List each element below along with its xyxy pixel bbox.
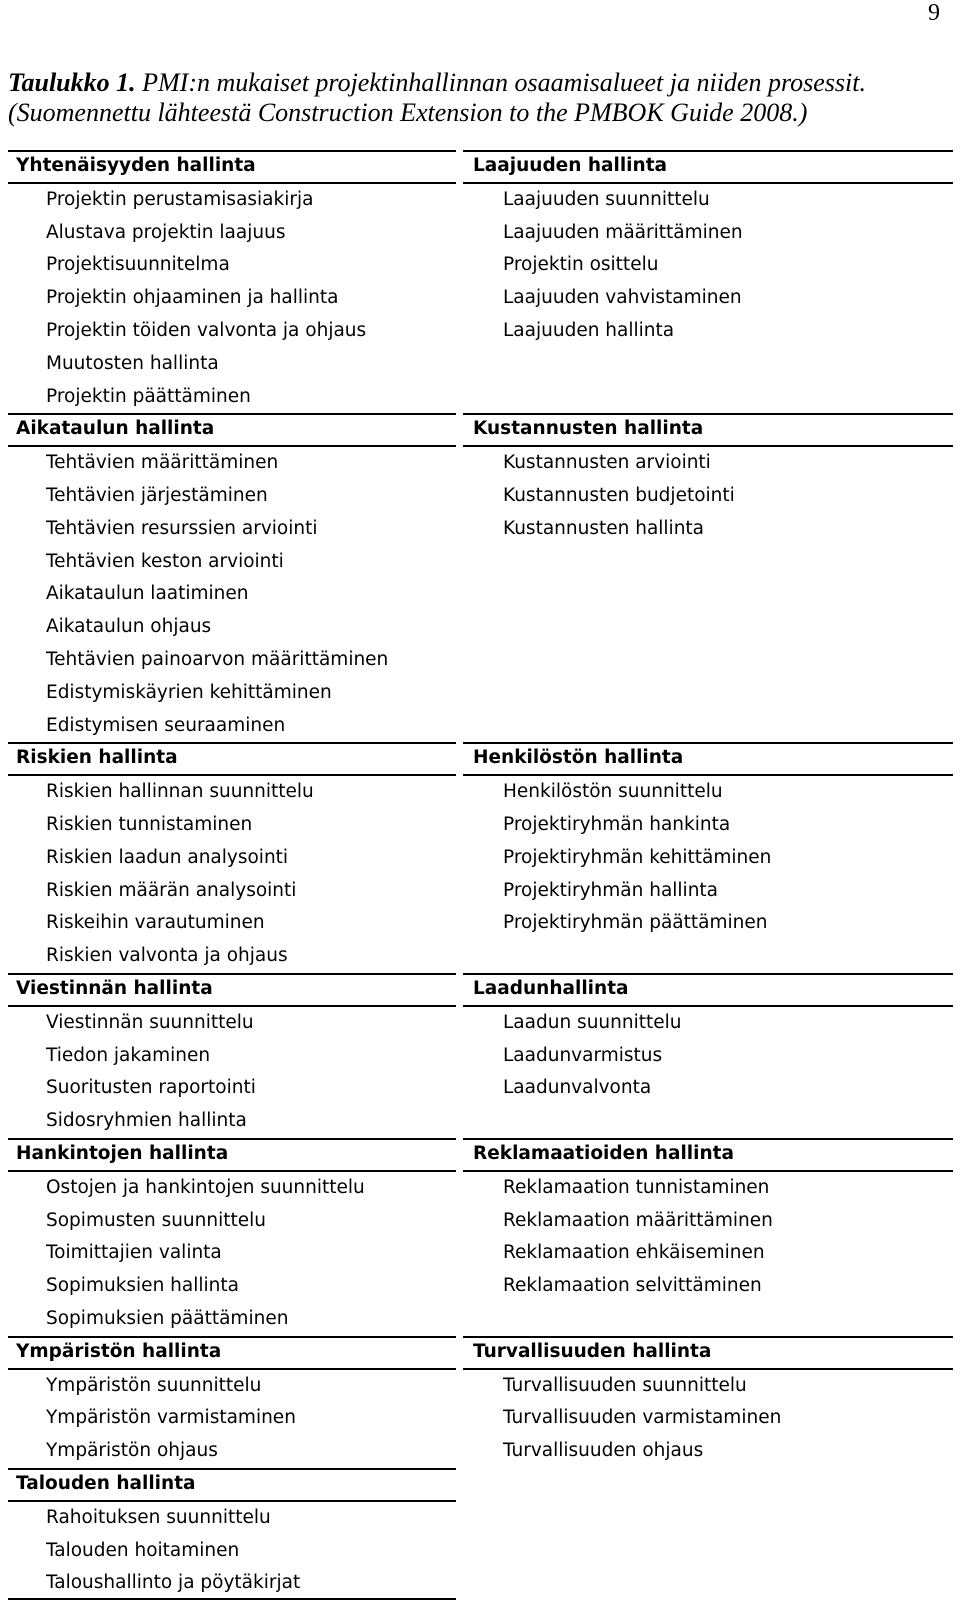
process-item: Aikataulun ohjaus: [46, 616, 212, 638]
section-top-rule-left: [8, 1336, 456, 1338]
process-item: Tehtävien resurssien arviointi: [46, 517, 318, 539]
process-item: Alustava projektin laajuus: [46, 221, 286, 243]
heading-rule-right: [463, 774, 953, 776]
process-item: Ympäristön suunnittelu: [46, 1374, 262, 1396]
process-item: Sopimuksien hallinta: [46, 1275, 239, 1297]
process-item: Laajuuden hallinta: [503, 320, 675, 341]
process-item: Laajuuden määrittäminen: [503, 221, 743, 243]
section-top-rule-left: [8, 742, 456, 744]
section-top-rule-left: [8, 150, 456, 152]
process-item: Talouden hoitaminen: [46, 1539, 240, 1561]
process-item: Laadunvarmistus: [503, 1044, 663, 1066]
section-top-rule-right: [463, 973, 953, 975]
heading-rule-left: [8, 1005, 456, 1007]
process-item: Projektin osittelu: [503, 254, 659, 276]
process-item: Toimittajien valinta: [46, 1242, 222, 1264]
section-top-rule-left: [8, 1138, 456, 1140]
process-item: Aikataulun laatiminen: [46, 583, 249, 605]
process-item: Riskien laadun analysointi: [46, 846, 289, 868]
process-item: Reklamaation tunnistaminen: [503, 1176, 770, 1198]
process-item: Tehtävien järjestäminen: [46, 485, 268, 506]
caption-label: Taulukko 1.: [8, 68, 136, 97]
process-item: Reklamaation määrittäminen: [503, 1209, 773, 1231]
process-item: Laajuuden vahvistaminen: [503, 287, 742, 309]
heading-rule-right: [463, 445, 953, 447]
process-item: Kustannusten arviointi: [503, 452, 711, 474]
process-item: Sopimuksien päättäminen: [46, 1308, 289, 1329]
process-item: Projektiryhmän kehittäminen: [503, 846, 772, 868]
area-heading: Laajuuden hallinta: [473, 155, 668, 176]
process-item: Tehtävien määrittäminen: [46, 452, 279, 474]
area-heading: Yhtenäisyyden hallinta: [16, 155, 256, 176]
process-item: Riskien tunnistaminen: [46, 814, 253, 835]
area-heading: Henkilöstön hallinta: [473, 747, 684, 769]
section-top-rule-right: [463, 1336, 953, 1338]
page-number: 9: [928, 0, 940, 26]
process-item: Viestinnän suunnittelu: [46, 1011, 254, 1033]
process-item: Edistymiskäyrien kehittäminen: [46, 681, 332, 703]
section-top-rule-right: [463, 1138, 953, 1140]
section-top-rule-right: [463, 742, 953, 744]
process-item: Ostojen ja hankintojen suunnittelu: [46, 1176, 365, 1198]
area-heading: Turvallisuuden hallinta: [473, 1340, 712, 1362]
process-item: Edistymisen seuraaminen: [46, 714, 286, 736]
heading-rule-right: [463, 1005, 953, 1007]
process-item: Projektiryhmän hankinta: [503, 814, 731, 835]
heading-rule-right: [463, 182, 953, 184]
process-item: Projektin perustamisasiakirja: [46, 188, 314, 210]
process-item: Riskien määrän analysointi: [46, 879, 297, 901]
section-top-rule-left: [8, 973, 456, 975]
process-item: Reklamaation ehkäiseminen: [503, 1242, 765, 1264]
section-top-rule-right: [463, 150, 953, 152]
process-item: Riskien hallinnan suunnittelu: [46, 781, 314, 803]
process-item: Projektin päättäminen: [46, 385, 251, 407]
process-item: Laadunvalvonta: [503, 1077, 652, 1099]
process-item: Projektin töiden valvonta ja ohjaus: [46, 320, 367, 341]
process-item: Henkilöstön suunnittelu: [503, 781, 723, 803]
heading-rule-left: [8, 1500, 456, 1502]
heading-rule-right: [463, 1368, 953, 1370]
process-item: Riskeihin varautuminen: [46, 912, 265, 934]
heading-rule-right: [463, 1170, 953, 1172]
area-heading: Laadunhallinta: [473, 978, 629, 999]
process-item: Turvallisuuden suunnittelu: [503, 1374, 747, 1396]
table-bottom-rule: [8, 1598, 456, 1600]
area-heading: Ympäristön hallinta: [16, 1340, 222, 1362]
process-item: Projektin ohjaaminen ja hallinta: [46, 287, 339, 309]
process-item: Riskien valvonta ja ohjaus: [46, 945, 288, 967]
caption-text: PMI:n mukaiset projektinhallinnan osaamisalueet ja niiden prosessit. (Suomennettu lähteestä Construction Extension to the PMBOK Guide 2008.): [8, 68, 866, 127]
heading-rule-left: [8, 445, 456, 447]
process-item: Rahoituksen suunnittelu: [46, 1506, 271, 1528]
area-heading: Reklamaatioiden hallinta: [473, 1143, 734, 1164]
process-item: Projektisuunnitelma: [46, 254, 230, 276]
process-item: Ympäristön varmistaminen: [46, 1407, 296, 1429]
process-item: Tiedon jakaminen: [46, 1044, 211, 1066]
process-item: Tehtävien painoarvon määrittäminen: [46, 649, 389, 670]
section-top-rule-left: [8, 413, 456, 415]
process-item: Projektiryhmän hallinta: [503, 879, 719, 901]
process-item: Turvallisuuden ohjaus: [503, 1440, 704, 1462]
section-top-rule-left: [8, 1468, 456, 1470]
process-item: Reklamaation selvittäminen: [503, 1275, 762, 1297]
process-item: Turvallisuuden varmistaminen: [503, 1407, 782, 1429]
process-item: Muutosten hallinta: [46, 352, 219, 374]
area-heading: Viestinnän hallinta: [16, 978, 213, 999]
process-item: Laajuuden suunnittelu: [503, 188, 710, 210]
area-heading: Kustannusten hallinta: [473, 418, 704, 440]
process-item: Sidosryhmien hallinta: [46, 1110, 247, 1132]
heading-rule-left: [8, 774, 456, 776]
process-item: Kustannusten hallinta: [503, 517, 705, 539]
area-heading: Aikataulun hallinta: [16, 418, 215, 440]
process-item: Suoritusten raportointi: [46, 1077, 256, 1099]
process-item: Tehtävien keston arviointi: [46, 550, 284, 572]
area-heading: Hankintojen hallinta: [16, 1143, 229, 1164]
heading-rule-left: [8, 182, 456, 184]
heading-rule-left: [8, 1368, 456, 1370]
area-heading: Riskien hallinta: [16, 747, 178, 769]
heading-rule-left: [8, 1170, 456, 1172]
area-heading: Talouden hallinta: [16, 1473, 196, 1494]
process-item: Kustannusten budjetointi: [503, 485, 735, 506]
process-item: Laadun suunnittelu: [503, 1011, 682, 1033]
process-item: Ympäristön ohjaus: [46, 1440, 218, 1462]
section-top-rule-right: [463, 413, 953, 415]
process-item: Sopimusten suunnittelu: [46, 1209, 267, 1231]
process-item: Taloushallinto ja pöytäkirjat: [46, 1572, 301, 1594]
process-item: Projektiryhmän päättäminen: [503, 912, 768, 934]
